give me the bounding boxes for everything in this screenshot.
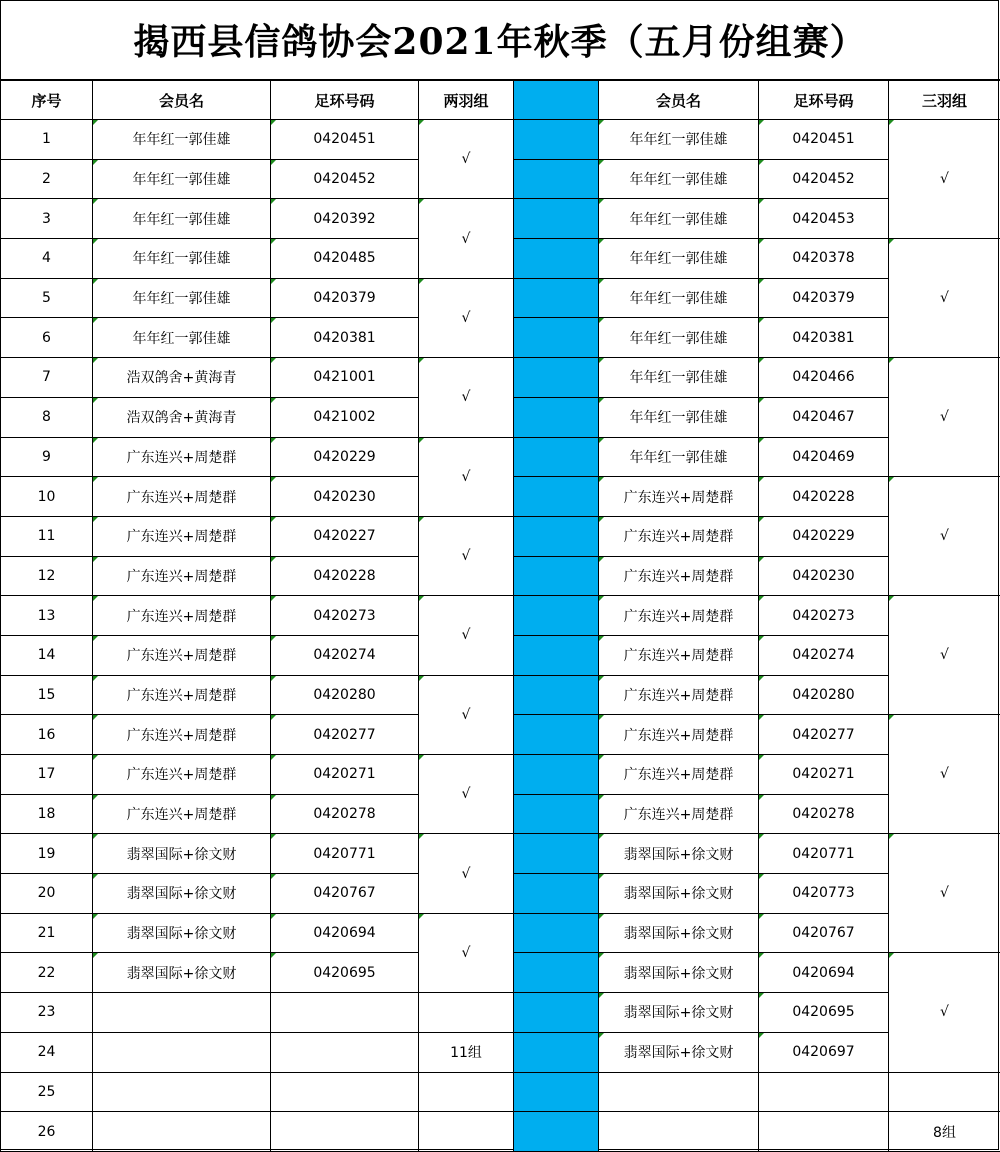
separator-cell [514, 715, 599, 755]
ring-number: 0420771 [271, 834, 419, 874]
table-row [1, 358, 1000, 398]
separator-cell [514, 397, 599, 437]
three-group-mark: √ [889, 358, 1000, 477]
table-row [1, 675, 1000, 715]
two-group-mark: √ [419, 516, 514, 595]
separator-cell [514, 437, 599, 477]
ring-number: 0421002 [271, 397, 419, 437]
member-name: 广东连兴+周楚群 [93, 596, 271, 636]
row-seq: 19 [1, 834, 93, 874]
ring-number: 0420278 [271, 794, 419, 834]
separator-cell [514, 755, 599, 795]
three-group-mark [889, 1072, 1000, 1112]
table-row [1, 1032, 1000, 1072]
ring-number: 0420485 [271, 239, 419, 279]
member-name-2: 翡翠国际+徐文财 [599, 1032, 759, 1072]
member-name: 翡翠国际+徐文财 [93, 953, 271, 993]
member-name-2: 广东连兴+周楚群 [599, 516, 759, 556]
row-seq: 22 [1, 953, 93, 993]
two-group-mark [419, 1072, 514, 1112]
three-group-mark: √ [889, 120, 1000, 239]
three-group-mark: √ [889, 596, 1000, 715]
two-group-mark: √ [419, 120, 514, 199]
table-row [1, 755, 1000, 795]
ring-number-2: 0420767 [759, 913, 889, 953]
ring-number-2: 0420452 [759, 159, 889, 199]
member-name: 翡翠国际+徐文财 [93, 874, 271, 914]
separator-cell [514, 318, 599, 358]
member-name-2: 年年红一郭佳雄 [599, 318, 759, 358]
ring-number-2: 0420277 [759, 715, 889, 755]
two-group-mark [419, 993, 514, 1033]
ring-number: 0420767 [271, 874, 419, 914]
row-seq: 12 [1, 556, 93, 596]
header-seq: 序号 [1, 81, 93, 120]
table-row [1, 1072, 1000, 1112]
ring-number-2: 0420229 [759, 516, 889, 556]
table-row [1, 834, 1000, 874]
two-group-mark: √ [419, 596, 514, 675]
ring-number [271, 1072, 419, 1112]
member-name: 年年红一郭佳雄 [93, 120, 271, 160]
separator-cell [514, 953, 599, 993]
row-seq: 14 [1, 635, 93, 675]
pigeon-group-table [0, 80, 1000, 1152]
row-seq: 18 [1, 794, 93, 834]
member-name [93, 1072, 271, 1112]
member-name: 广东连兴+周楚群 [93, 635, 271, 675]
two-group-mark: √ [419, 755, 514, 834]
ring-number-2: 0420466 [759, 358, 889, 398]
ring-number-2: 0420694 [759, 953, 889, 993]
row-seq: 20 [1, 874, 93, 914]
member-name: 广东连兴+周楚群 [93, 516, 271, 556]
member-name: 广东连兴+周楚群 [93, 556, 271, 596]
ring-number-2: 0420695 [759, 993, 889, 1033]
two-group-mark: 11组 [419, 1032, 514, 1072]
row-seq: 10 [1, 477, 93, 517]
separator-cell [514, 834, 599, 874]
ring-number-2: 0420467 [759, 397, 889, 437]
member-name-2: 年年红一郭佳雄 [599, 437, 759, 477]
separator-cell [514, 477, 599, 517]
row-seq: 3 [1, 199, 93, 239]
member-name: 广东连兴+周楚群 [93, 477, 271, 517]
two-group-mark: √ [419, 675, 514, 754]
member-name-2: 翡翠国际+徐文财 [599, 993, 759, 1033]
ring-number-2: 0420274 [759, 635, 889, 675]
two-group-mark: √ [419, 834, 514, 913]
ring-number: 0420392 [271, 199, 419, 239]
member-name-2: 广东连兴+周楚群 [599, 715, 759, 755]
member-name: 广东连兴+周楚群 [93, 437, 271, 477]
row-seq: 6 [1, 318, 93, 358]
row-seq: 21 [1, 913, 93, 953]
member-name: 年年红一郭佳雄 [93, 278, 271, 318]
ring-number: 0420271 [271, 755, 419, 795]
two-group-mark: √ [419, 278, 514, 357]
separator-cell [514, 596, 599, 636]
separator-cell [514, 1072, 599, 1112]
member-name: 浩双鸽舍+黄海青 [93, 397, 271, 437]
table-row [1, 1112, 1000, 1152]
row-seq: 2 [1, 159, 93, 199]
ring-number: 0420277 [271, 715, 419, 755]
ring-number: 0420379 [271, 278, 419, 318]
member-name [93, 993, 271, 1033]
member-name-2: 广东连兴+周楚群 [599, 477, 759, 517]
separator-cell [514, 993, 599, 1033]
ring-number-2: 0420773 [759, 874, 889, 914]
three-group-mark: √ [889, 834, 1000, 953]
row-seq: 7 [1, 358, 93, 398]
row-seq: 15 [1, 675, 93, 715]
member-name-2: 广东连兴+周楚群 [599, 794, 759, 834]
sheet-title: 揭西县信鸽协会2021年秋季（五月份组赛） [0, 0, 1000, 80]
header-two-group: 两羽组 [419, 81, 514, 120]
ring-number-2 [759, 1072, 889, 1112]
separator-cell [514, 516, 599, 556]
ring-number-2: 0420278 [759, 794, 889, 834]
ring-number-2: 0420378 [759, 239, 889, 279]
separator-cell [514, 794, 599, 834]
member-name-2 [599, 1072, 759, 1112]
member-name-2: 翡翠国际+徐文财 [599, 834, 759, 874]
row-seq: 11 [1, 516, 93, 556]
row-seq: 5 [1, 278, 93, 318]
three-group-mark: √ [889, 715, 1000, 834]
header-ring: 足环号码 [271, 81, 419, 120]
member-name [93, 1032, 271, 1072]
table-row [1, 516, 1000, 556]
row-seq: 9 [1, 437, 93, 477]
separator-cell [514, 1112, 599, 1152]
member-name: 翡翠国际+徐文财 [93, 913, 271, 953]
ring-number: 0420695 [271, 953, 419, 993]
member-name-2: 广东连兴+周楚群 [599, 755, 759, 795]
ring-number-2 [759, 1112, 889, 1152]
table-row [1, 596, 1000, 636]
header-ring-2: 足环号码 [759, 81, 889, 120]
separator-cell [514, 556, 599, 596]
member-name-2: 年年红一郭佳雄 [599, 239, 759, 279]
two-group-mark: √ [419, 358, 514, 437]
member-name-2: 翡翠国际+徐文财 [599, 874, 759, 914]
table-row [1, 913, 1000, 953]
two-group-mark: √ [419, 913, 514, 992]
header-member: 会员名 [93, 81, 271, 120]
ring-number [271, 1112, 419, 1152]
ring-number: 0420280 [271, 675, 419, 715]
row-seq: 4 [1, 239, 93, 279]
member-name-2: 年年红一郭佳雄 [599, 159, 759, 199]
two-group-mark: √ [419, 199, 514, 278]
separator-cell [514, 199, 599, 239]
ring-number-2: 0420453 [759, 199, 889, 239]
ring-number-2: 0420379 [759, 278, 889, 318]
row-seq: 25 [1, 1072, 93, 1112]
member-name-2: 年年红一郭佳雄 [599, 120, 759, 160]
header-member-2: 会员名 [599, 81, 759, 120]
row-seq: 16 [1, 715, 93, 755]
ring-number-2: 0420230 [759, 556, 889, 596]
member-name: 翡翠国际+徐文财 [93, 834, 271, 874]
ring-number-2: 0420697 [759, 1032, 889, 1072]
ring-number: 0420451 [271, 120, 419, 160]
table-row [1, 993, 1000, 1033]
ring-number: 0420452 [271, 159, 419, 199]
row-seq: 17 [1, 755, 93, 795]
row-seq: 24 [1, 1032, 93, 1072]
ring-number-2: 0420271 [759, 755, 889, 795]
ring-number-2: 0420451 [759, 120, 889, 160]
ring-number-2: 0420771 [759, 834, 889, 874]
three-group-mark: √ [889, 239, 1000, 358]
three-group-mark: √ [889, 953, 1000, 1072]
table-row [1, 437, 1000, 477]
three-group-mark: 8组 [889, 1112, 1000, 1152]
ring-number: 0420274 [271, 635, 419, 675]
ring-number-2: 0420228 [759, 477, 889, 517]
member-name-2: 翡翠国际+徐文财 [599, 913, 759, 953]
table-row [1, 199, 1000, 239]
member-name-2: 年年红一郭佳雄 [599, 358, 759, 398]
ring-number [271, 1032, 419, 1072]
ring-number: 0420228 [271, 556, 419, 596]
row-seq: 8 [1, 397, 93, 437]
row-seq: 13 [1, 596, 93, 636]
ring-number-2: 0420273 [759, 596, 889, 636]
ring-number: 0420229 [271, 437, 419, 477]
separator-cell [514, 675, 599, 715]
ring-number-2: 0420469 [759, 437, 889, 477]
ring-number: 0420381 [271, 318, 419, 358]
ring-number: 0421001 [271, 358, 419, 398]
member-name-2: 年年红一郭佳雄 [599, 397, 759, 437]
ring-number-2: 0420280 [759, 675, 889, 715]
member-name: 广东连兴+周楚群 [93, 675, 271, 715]
member-name-2: 广东连兴+周楚群 [599, 596, 759, 636]
table-row [1, 120, 1000, 160]
separator-cell [514, 913, 599, 953]
member-name-2: 广东连兴+周楚群 [599, 556, 759, 596]
separator-cell [514, 874, 599, 914]
member-name: 浩双鸽舍+黄海青 [93, 358, 271, 398]
member-name: 年年红一郭佳雄 [93, 199, 271, 239]
member-name: 广东连兴+周楚群 [93, 794, 271, 834]
two-group-mark: √ [419, 437, 514, 516]
header-row [1, 81, 1000, 120]
separator-cell [514, 278, 599, 318]
member-name-2 [599, 1112, 759, 1152]
row-seq: 1 [1, 120, 93, 160]
ring-number: 0420273 [271, 596, 419, 636]
row-seq: 26 [1, 1112, 93, 1152]
member-name-2: 年年红一郭佳雄 [599, 278, 759, 318]
ring-number [271, 993, 419, 1033]
separator-cell [514, 239, 599, 279]
three-group-mark: √ [889, 477, 1000, 596]
member-name-2: 广东连兴+周楚群 [599, 675, 759, 715]
separator-header [514, 81, 599, 120]
member-name: 年年红一郭佳雄 [93, 239, 271, 279]
ring-number-2: 0420381 [759, 318, 889, 358]
ring-number: 0420694 [271, 913, 419, 953]
separator-cell [514, 159, 599, 199]
member-name: 广东连兴+周楚群 [93, 755, 271, 795]
separator-cell [514, 1032, 599, 1072]
two-group-mark [419, 1112, 514, 1152]
member-name: 年年红一郭佳雄 [93, 318, 271, 358]
row-seq: 23 [1, 993, 93, 1033]
header-three-group: 三羽组 [889, 81, 1000, 120]
member-name-2: 翡翠国际+徐文财 [599, 953, 759, 993]
ring-number: 0420227 [271, 516, 419, 556]
member-name [93, 1112, 271, 1152]
member-name: 年年红一郭佳雄 [93, 159, 271, 199]
member-name-2: 广东连兴+周楚群 [599, 635, 759, 675]
separator-cell [514, 635, 599, 675]
separator-cell [514, 358, 599, 398]
table-row [1, 278, 1000, 318]
ring-number: 0420230 [271, 477, 419, 517]
member-name-2: 年年红一郭佳雄 [599, 199, 759, 239]
member-name: 广东连兴+周楚群 [93, 715, 271, 755]
separator-cell [514, 120, 599, 160]
